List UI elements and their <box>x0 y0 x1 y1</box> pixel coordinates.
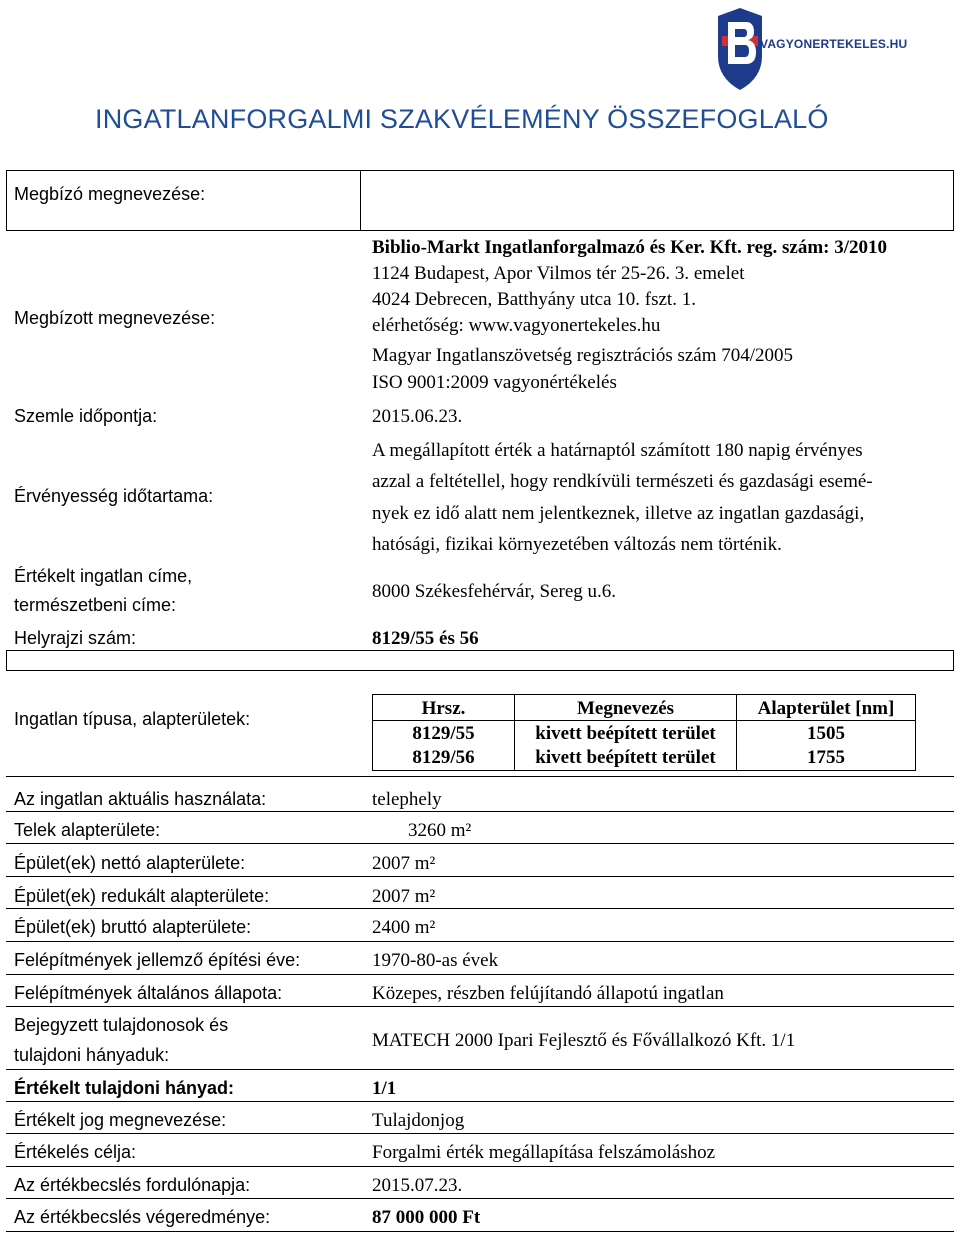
netto-value: 2007 m² <box>372 853 436 874</box>
cim-label-1: Értékelt ingatlan címe, <box>14 566 193 586</box>
section-divider <box>953 650 954 670</box>
parcel-cell-hrsz: 8129/56 <box>412 747 475 768</box>
tulajdonosok-label-2: tulajdoni hányaduk: <box>14 1045 170 1065</box>
telek-value: 3260 m² <box>408 820 472 841</box>
row-divider <box>6 876 954 877</box>
parcel-table-label: Ingatlan típusa, alapterületek: <box>14 709 251 729</box>
hanyad-label: Értékelt tulajdoni hányad: <box>14 1078 235 1098</box>
megbizott-iso: ISO 9001:2009 vagyonértékelés <box>372 372 617 393</box>
hanyad-value: 1/1 <box>372 1078 397 1099</box>
cim-label-2: természetbeni címe: <box>14 595 177 615</box>
row-divider <box>6 1101 954 1102</box>
fordulonap-label: Az értékbecslés fordulónapja: <box>14 1175 251 1195</box>
allapot-label: Felépítmények általános állapota: <box>14 983 283 1003</box>
jog-label: Értékelt jog megnevezése: <box>14 1110 227 1130</box>
row-divider <box>6 843 954 844</box>
megbizott-company: Biblio-Markt Ingatlanforgalmazó és Ker. Kft. reg. szám: 3/2010 <box>372 237 888 258</box>
parcel-cell-megnevezes: kivett beépített terület <box>535 747 716 768</box>
hasznalat-label: Az ingatlan aktuális használata: <box>14 789 267 809</box>
brutto-label: Épület(ek) bruttó alapterülete: <box>14 917 252 937</box>
allapot-value: Közepes, részben felújítandó állapotú ingatlan <box>372 983 724 1004</box>
row-divider <box>6 1006 954 1007</box>
cim-value: 8000 Székesfehérvár, Sereg u.6. <box>372 581 617 602</box>
parcel-cell-hrsz: 8129/55 <box>412 723 475 744</box>
parcel-header-hrsz: Hrsz. <box>421 698 466 719</box>
row-divider <box>6 1198 954 1199</box>
table-row-divider <box>6 230 954 231</box>
parcel-table-border <box>915 694 916 770</box>
parcel-cell-alapterulet: 1755 <box>807 747 845 768</box>
hasznalat-value: telephely <box>372 789 442 810</box>
megbizott-registration: Magyar Ingatlanszövetség regisztrációs szám 704/2005 <box>372 345 794 366</box>
logo-text: VAGYONERTEKELES.HU <box>760 37 908 51</box>
parcel-table-border <box>372 694 916 695</box>
section-divider <box>6 670 954 671</box>
section-divider <box>6 650 954 651</box>
szemle-label: Szemle időpontja: <box>14 406 158 426</box>
row-divider <box>6 811 954 812</box>
megbizott-contact: elérhetőség: www.vagyonertekeles.hu <box>372 315 661 336</box>
section-divider <box>6 776 954 777</box>
netto-label: Épület(ek) nettó alapterülete: <box>14 853 246 873</box>
redukalt-label: Épület(ek) redukált alapterülete: <box>14 886 270 906</box>
table-border-left <box>6 170 7 230</box>
megbizott-address-budapest: 1124 Budapest, Apor Vilmos tér 25-26. 3. emelet <box>372 263 745 284</box>
brutto-value: 2400 m² <box>372 917 436 938</box>
ervenyesseg-line-4: hatósági, fizikai környezetében változás nem történik. <box>372 534 782 555</box>
tulajdonosok-label-1: Bejegyzett tulajdonosok és <box>14 1015 229 1035</box>
hrsz-value: 8129/55 és 56 <box>372 628 479 649</box>
table-column-divider <box>360 170 361 230</box>
telek-label: Telek alapterülete: <box>14 820 161 840</box>
vegeredmeny-label: Az értékbecslés végeredménye: <box>14 1207 271 1227</box>
table-border-bottom <box>6 1231 954 1232</box>
table-border-right <box>953 170 954 230</box>
vegeredmeny-value: 87 000 000 Ft <box>372 1207 481 1228</box>
cel-label: Értékelés célja: <box>14 1142 137 1162</box>
megbizo-label: Megbízó megnevezése: <box>14 184 206 204</box>
ervenyesseg-line-3: nyek ez idő alatt nem jelentkeznek, illetve az ingatlan gazdasági, <box>372 503 865 524</box>
row-divider <box>6 1069 954 1070</box>
ervenyesseg-line-1: A megállapított érték a határnaptól számított 180 napig érvényes <box>372 440 863 461</box>
ervenyesseg-line-2: azzal a feltétellel, hogy rendkívüli természeti és gazdasági esemé- <box>372 471 873 492</box>
hrsz-label: Helyrajzi szám: <box>14 628 137 648</box>
cel-value: Forgalmi érték megállapítása felszámoláshoz <box>372 1142 716 1163</box>
page-title: INGATLANFORGALMI SZAKVÉLEMÉNY ÖSSZEFOGLALÓ <box>95 104 829 134</box>
epitesi-ev-label: Felépítmények jellemző építési éve: <box>14 950 301 970</box>
row-divider <box>6 908 954 909</box>
row-divider <box>6 1166 954 1167</box>
row-divider <box>6 1133 954 1134</box>
row-divider <box>6 941 954 942</box>
megbizott-address-debrecen: 4024 Debrecen, Batthyány utca 10. fszt. 1. <box>372 289 696 310</box>
parcel-cell-megnevezes: kivett beépített terület <box>535 723 716 744</box>
parcel-table-border <box>372 770 916 771</box>
parcel-cell-alapterulet: 1505 <box>807 723 845 744</box>
epitesi-ev-value: 1970-80-as évek <box>372 950 499 971</box>
fordulonap-value: 2015.07.23. <box>372 1175 463 1196</box>
parcel-table-header-divider <box>372 720 916 721</box>
parcel-header-megnevezes: Megnevezés <box>576 698 675 719</box>
tulajdonosok-value: MATECH 2000 Ipari Fejlesztő és Fővállalkozó Kft. 1/1 <box>372 1030 796 1051</box>
table-border-top <box>6 170 954 171</box>
jog-value: Tulajdonjog <box>372 1110 465 1131</box>
szemle-value: 2015.06.23. <box>372 406 463 427</box>
row-divider <box>6 974 954 975</box>
redukalt-value: 2007 m² <box>372 886 436 907</box>
section-divider <box>6 650 7 670</box>
megbizott-label: Megbízott megnevezése: <box>14 308 216 328</box>
ervenyesseg-label: Érvényesség időtartama: <box>14 486 214 506</box>
parcel-header-alapterulet: Alapterület [nm] <box>757 698 895 719</box>
